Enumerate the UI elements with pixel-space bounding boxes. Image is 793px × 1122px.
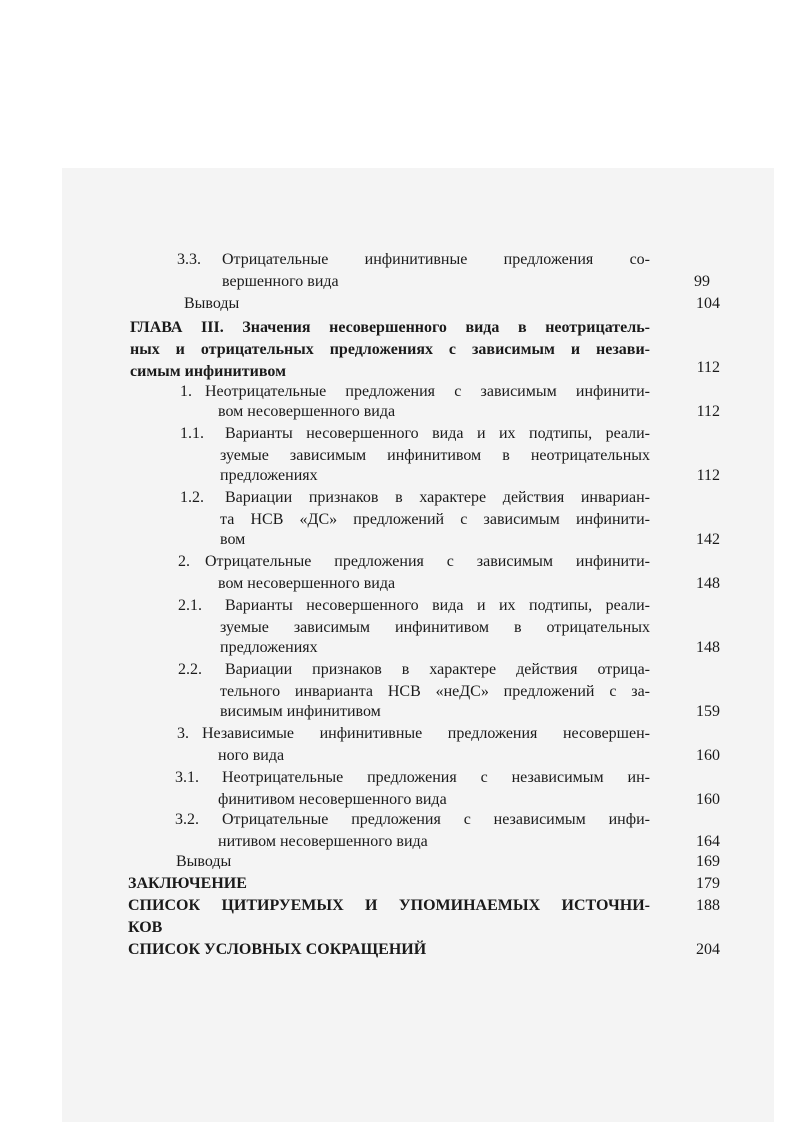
toc-chapter-title: ГЛАВА III. Значения несовершенного вида в неотрицатель- <box>130 319 650 336</box>
toc-number: 2.2. <box>178 661 202 678</box>
toc-line: Отрицательные предложения с независимым инфи- <box>222 811 650 828</box>
toc-page-number: 148 <box>696 639 720 656</box>
toc-line: Отрицательные предложения с зависимым инфинити- <box>205 553 650 570</box>
toc-line: вершенного вида <box>222 273 339 290</box>
toc-entry-conclusions: Выводы <box>184 295 240 312</box>
toc-page-number: 179 <box>696 875 720 892</box>
toc-page-number: 142 <box>696 531 720 548</box>
toc-chapter-title: ных и отрицательных предложениях с зависимым и незави- <box>130 341 650 358</box>
toc-line: Вариации признаков в характере действия инвариан- <box>225 489 650 506</box>
toc-page-number: 164 <box>696 833 720 850</box>
toc-number: 2. <box>178 553 190 570</box>
toc-line: нитивом несовершенного вида <box>218 833 428 850</box>
toc-page-number: 148 <box>696 575 720 592</box>
toc-line: вом <box>220 531 246 548</box>
toc-page-number: 112 <box>696 359 720 376</box>
toc-line: Варианты несовершенного вида и их подтипы, реали- <box>225 597 650 614</box>
toc-number: 1. <box>180 383 192 400</box>
toc-sources: КОВ <box>128 919 163 936</box>
toc-entry-3-3 <box>177 250 221 270</box>
toc-number: 1.1. <box>180 425 204 442</box>
toc-conclusion: ЗАКЛЮЧЕНИЕ <box>128 875 247 892</box>
toc-line: ного вида <box>218 747 285 764</box>
toc-number: 3.1. <box>175 769 199 786</box>
toc-page-number: 160 <box>696 791 720 808</box>
toc-number: 3.2. <box>175 811 199 828</box>
toc-number: 3. <box>177 725 189 742</box>
toc-page-number: 159 <box>696 703 720 720</box>
toc-page-number: 99 <box>694 273 710 290</box>
toc-line: та НСВ «ДС» предложений с зависимым инфинити- <box>220 511 650 528</box>
toc-number: 2.1. <box>178 597 202 614</box>
toc-line: Неотрицательные предложения с независимым ин- <box>222 769 650 786</box>
toc-chapter-title: симым инфинитивом <box>130 363 286 380</box>
toc-line: финитивом несовершенного вида <box>218 791 447 808</box>
toc-line: Отрицательные инфинитивные предложения со- <box>222 251 650 268</box>
toc-number: 3.3. <box>177 251 201 268</box>
toc-line: Вариации признаков в характере действия отрица- <box>225 661 650 678</box>
toc-page-number: 204 <box>696 941 720 958</box>
toc-line: предложениях <box>220 639 318 656</box>
toc-number: 1.2. <box>180 489 204 506</box>
toc-line: тельного инварианта НСВ «неДС» предложений с за- <box>220 683 650 700</box>
toc-page-number: 160 <box>696 747 720 764</box>
toc-page-number: 104 <box>696 295 720 312</box>
toc-line: вом несовершенного вида <box>218 575 396 592</box>
toc-line: висимым инфинитивом <box>220 703 381 720</box>
toc-page-number: 112 <box>696 403 720 420</box>
toc-sources: СПИСОК ЦИТИРУЕМЫХ И УПОМИНАЕМЫХ ИСТОЧНИ- <box>128 897 650 914</box>
toc-page-number: 188 <box>696 897 720 914</box>
toc-line: Независимые инфинитивные предложения несовершен- <box>202 725 650 742</box>
toc-line: Неотрицательные предложения с зависимым инфинити- <box>205 383 650 400</box>
toc-line: предложениях <box>220 467 318 484</box>
toc-line: зуемые зависимым инфинитивом в неотрицательных <box>220 447 650 464</box>
toc-line: вом несовершенного вида <box>218 403 396 420</box>
toc-page-number: 112 <box>696 467 720 484</box>
toc-line: зуемые зависимым инфинитивом в отрицательных <box>220 619 650 636</box>
toc-line: Варианты несовершенного вида и их подтипы, реали- <box>225 425 650 442</box>
toc-page-number: 169 <box>696 853 720 870</box>
toc-entry-conclusions: Выводы <box>176 853 232 870</box>
toc-abbreviations: СПИСОК УСЛОВНЫХ СОКРАЩЕНИЙ <box>128 941 427 958</box>
